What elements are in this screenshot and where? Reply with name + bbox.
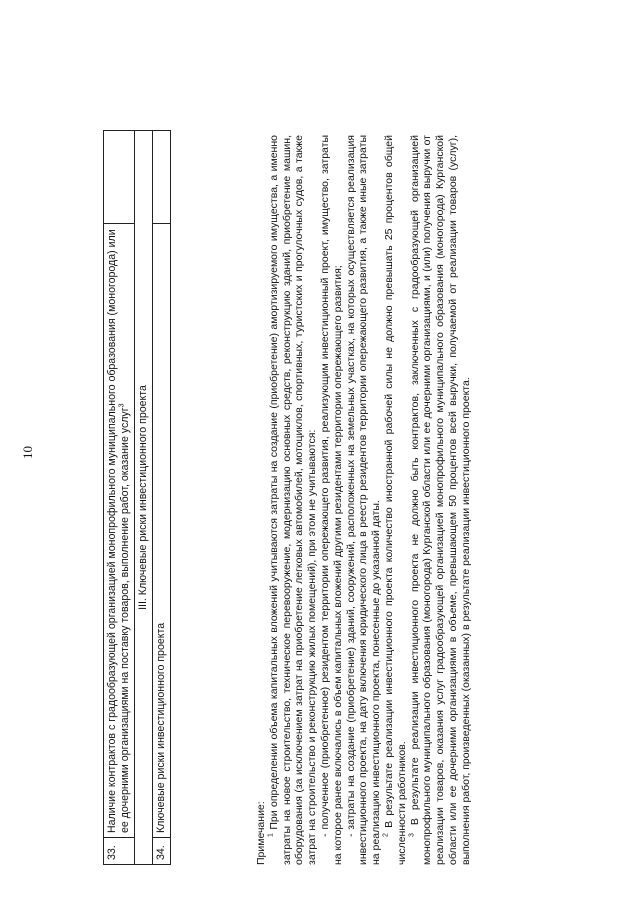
row-text: Ключевые риски инвестиционного проекта <box>153 224 171 838</box>
table-row <box>153 131 171 865</box>
footnote-2 <box>383 135 409 865</box>
footnote-mark: 3 <box>408 833 416 837</box>
footnote-1-text: При определении объема капитальных вложений учитываются затраты на создание (приобретение) амортизируемого имущества, а именно затраты на новое строительство, техническое перевооружение, модернизацию основных средств, реконструкцию зданий, приобретение машин, оборудования (за исключением затрат на приобретение легковых автомобилей, мотоциклов, спортивных, туристских и прогулочных судов, а также затрат на строительство и реконструкцию жилых помещений), при этом не учитываются: <box>267 135 319 865</box>
notes-heading: Примечание: <box>255 801 267 865</box>
footnote-1 <box>268 135 319 865</box>
row-text-content: Наличие контрактов с градообразующей организацией монопрофильного муниципального образования (моногорода) или ее дочерними организациями на поставку товаров, выполнение работ, оказание услуг <box>106 229 131 833</box>
row-number: 34. <box>153 838 171 865</box>
page-number: 10 <box>20 446 35 459</box>
footnote-3-text: В результате реализации инвестиционного проекта не должно быть контрактов, заключенных с градообразующей организацией монопрофильного муниципального образования (моногорода) Курганской области или ее дочерними организациями, и (или) получения выручки от реализации товаров, оказания услуг градообразующей организацией монопрофильного муниципального образования (моногорода) Курганской области или ее дочерними организациями в объеме, превышающем 50 процентов всей выручки, получаемой от реализации товаров (услуг), выполнения работ, произведенных (оказанных) в результате реализации инвестиционного проекта. <box>408 134 472 865</box>
empty-cell <box>153 131 171 224</box>
criteria-table <box>103 130 171 865</box>
notes-block <box>255 135 473 865</box>
footnote-1-item-1: - полученное (приобретенное) резидентом территории опережающего развития, реализующим инвестиционный проект, имущество, затраты на которое ранее включались в объем капитальных вложений другими резидентами территории опережающего развития; <box>318 135 344 865</box>
footnote-mark: 1 <box>267 833 275 837</box>
footnote-mark: 2 <box>382 833 390 837</box>
table-row <box>104 131 135 865</box>
row-text <box>104 224 135 838</box>
section-row <box>135 131 153 865</box>
footnote-ref: 3 <box>118 403 126 408</box>
footnote-3 <box>409 135 473 865</box>
section-title: III. Ключевые риски инвестиционного проекта <box>135 131 153 865</box>
empty-cell <box>104 131 135 224</box>
row-number: 33. <box>104 838 135 865</box>
footnote-2-text: В результате реализации инвестиционного проекта количество иностранной рабочей силы не должно превышать 25 процентов общей численности работников. <box>382 135 408 865</box>
footnote-1-item-2: - затраты на создание (приобретение) зданий, сооружений, расположенных на земельных участках, на которых осуществляется реализация инвестиционного проекта, на дату включения юридического лица в реестр резидентов территории опережающего развития, а также иные затраты на реализацию инвестиционного проекта, понесенные до указанной даты. <box>344 135 383 865</box>
